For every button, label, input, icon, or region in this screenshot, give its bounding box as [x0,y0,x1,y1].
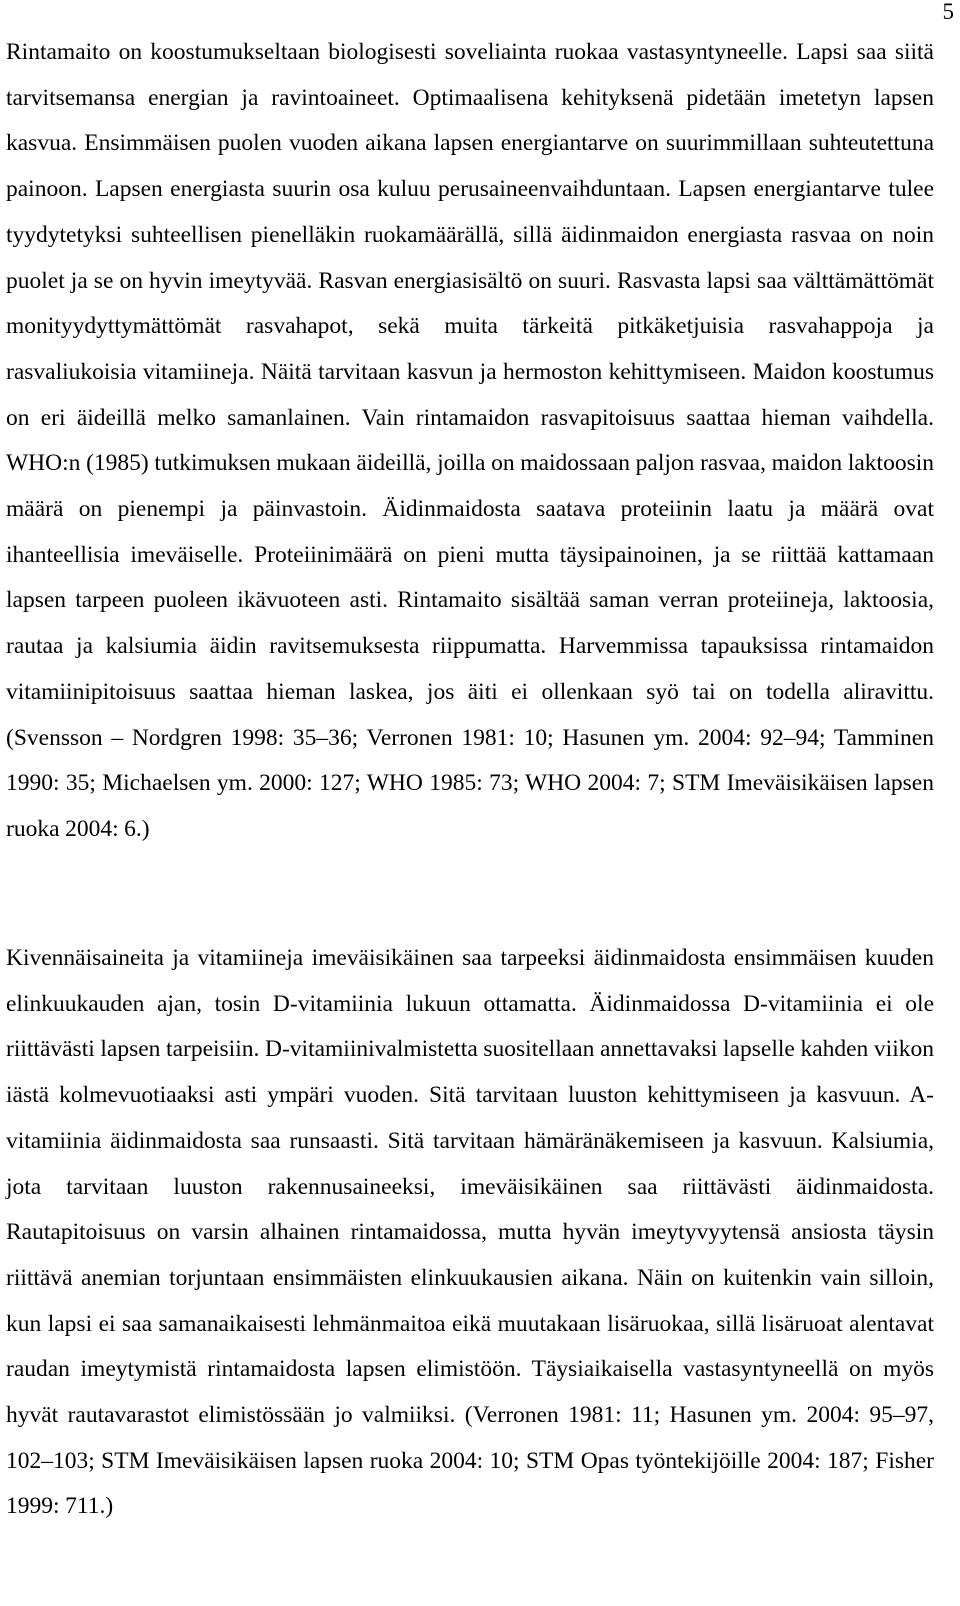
body-paragraph-2: Kivennäisaineita ja vitamiineja imeväisikäinen saa tarpeeksi äidinmaidosta ensimmäisen kuuden elinkuukauden ajan, tosin D-vitamiinia lukuun ottamatta. Äidinmaidossa D-vitamiinia ei ole riittävästi lapsen tarpeisiin. D-vitamiinivalmistetta suositellaan annettavaksi lapselle kahden viikon iästä kolmevuotiaaksi asti ympäri vuoden. Sitä tarvitaan luuston kehittymiseen ja kasvuun. A-vitamiinia äidinmaidosta saa runsaasti. Sitä tarvitaan hämäränäkemiseen ja kasvuun. Kalsiumia, jota tarvitaan luuston rakennusaineeksi, imeväisikäinen saa riittävästi äidinmaidosta. Rautapitoisuus on varsin alhainen rintamaidossa, mutta hyvän imeytyvyytensä ansiosta täysin riittävä anemian torjuntaan ensimmäisten elinkuukausien aikana. Näin on kuitenkin vain silloin, kun lapsi ei saa samanaikaisesti lehmänmaitoa eikä muutakaan lisäruokaa, sillä lisäruoat alentavat raudan imeytymistä rintamaidosta lapsen elimistöön. Täysiaikaisella vastasyntyneellä on myös hyvät rautavarastot elimistössään jo valmiiksi. (Verronen 1981: 11; Hasunen ym. 2004: 95–97, 102–103; STM Imeväisikäisen lapsen ruoka 2004: 10; STM Opas työntekijöille 2004: 187; Fisher 1999: 711.) [6,945,934,1520]
body-paragraph-1: Rintamaito on koostumukseltaan biologisesti soveliainta ruokaa vastasyntyneelle. Lapsi saa siitä tarvitsemansa energian ja ravintoaineet. Optimaalisena kehityksenä pidetään imetetyn lapsen kasvua. Ensimmäisen puolen vuoden aikana lapsen energiantarve on suurimmillaan suhteutettuna painoon. Lapsen energiasta suurin osa kuluu perusaineenvaihduntaan. Lapsen energiantarve tulee tyydytetyksi suhteellisen pienelläkin ruokamäärällä, sillä äidinmaidon energiasta rasvaa on noin puolet ja se on hyvin imeytyvää. Rasvan energiasisältö on suuri. Rasvasta lapsi saa välttämättömät monityydyttymättömät rasvahapot, sekä muita tärkeitä pitkäketjuisia rasvahappoja ja rasvaliukoisia vitamiineja. Näitä tarvitaan kasvun ja hermoston kehittymiseen. Maidon koostumus on eri äideillä melko samanlainen. Vain rintamaidon rasvapitoisuus saattaa hieman vaihdella. WHO:n (1985) tutkimuksen mukaan äideillä, joilla on maidossaan paljon rasvaa, maidon laktoosin määrä on pienempi ja päinvastoin. Äidinmaidosta saatava proteiinin laatu ja määrä ovat ihanteellisia imeväiselle. Proteiinimäärä on pieni mutta täysipainoinen, ja se riittää kattamaan lapsen tarpeen puoleen ikävuoteen asti. Rintamaito sisältää saman verran proteiineja, laktoosia, rautaa ja kalsiumia äidin ravitsemuksesta riippumatta. Harvemmissa tapauksissa rintamaidon vitamiinipitoisuus saattaa hieman laskea, jos äiti ei ollenkaan syö tai on todella aliravittu. (Svensson – Nordgren 1998: 35–36; Verronen 1981: 10; Hasunen ym. 2004: 92–94; Tamminen 1990: 35; Michaelsen ym. 2000: 127; WHO 1985: 73; WHO 2004: 7; STM Imeväisikäisen lapsen ruoka 2004: 6.) [6,39,934,842]
page-number: 5 [942,0,954,24]
